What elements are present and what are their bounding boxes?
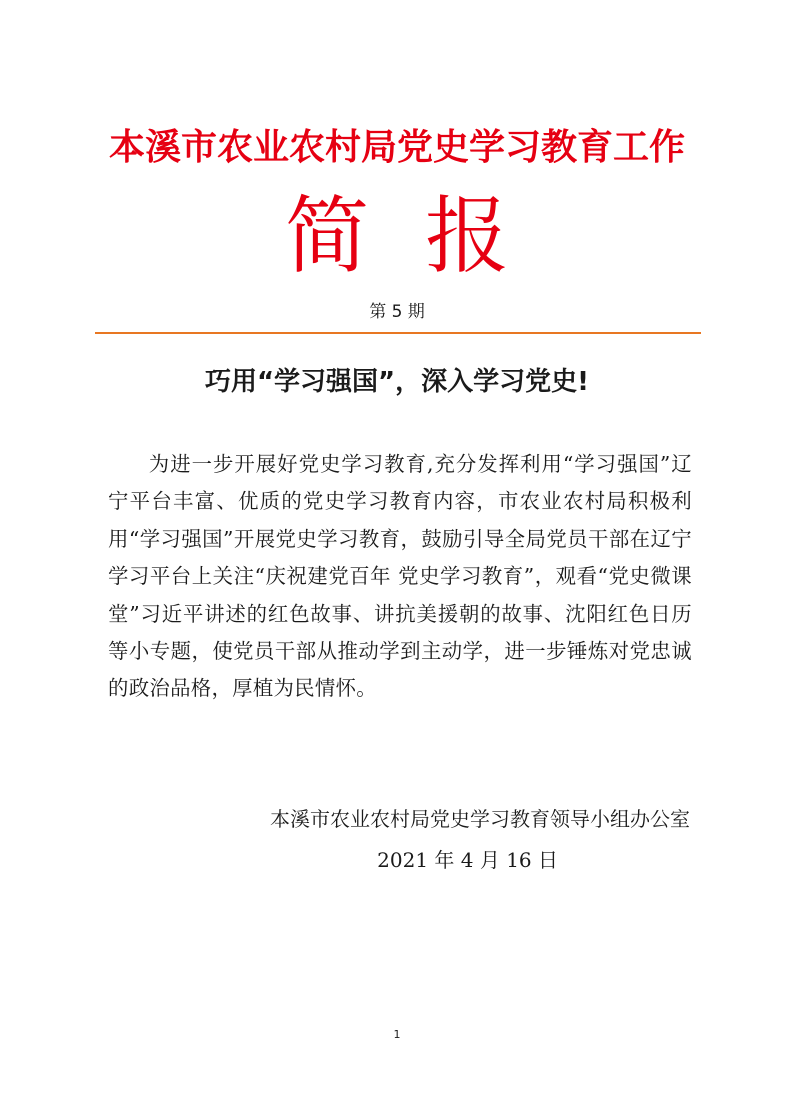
organization-title: 本溪市农业农村局党史学习教育工作 bbox=[108, 127, 685, 168]
issue-number: 第 5 期 bbox=[369, 302, 425, 322]
signature-date: 2021 年 4 月 16 日 bbox=[377, 848, 558, 872]
brief-title: 简报 bbox=[284, 187, 565, 285]
signature-organization: 本溪市农业农村局党史学习教育领导小组办公室 bbox=[270, 807, 690, 831]
article-headline: 巧用“学习强国”，深入学习党史! bbox=[204, 367, 590, 397]
article-body: 为进一步开展好党史学习教育,充分发挥利用“学习强国”辽宁平台丰富、优质的党史学习教育内容，市农业农村局积极利用“学习强国”开展党史学习教育，鼓励引导全局党员干部在辽宁学习平台上关注“庆祝建党百年 党史学习教育”，观看“党史微课堂”习近平讲述的红色故事、讲抗美援朝的故事、沈阳红色日历等小专题，使党员干部从推动学到主动学，进一步锤炼对党忠诚的政治品格，厚植为民情怀。 bbox=[108, 452, 692, 701]
page-number: 1 bbox=[393, 1028, 401, 1041]
header-divider bbox=[95, 332, 701, 334]
